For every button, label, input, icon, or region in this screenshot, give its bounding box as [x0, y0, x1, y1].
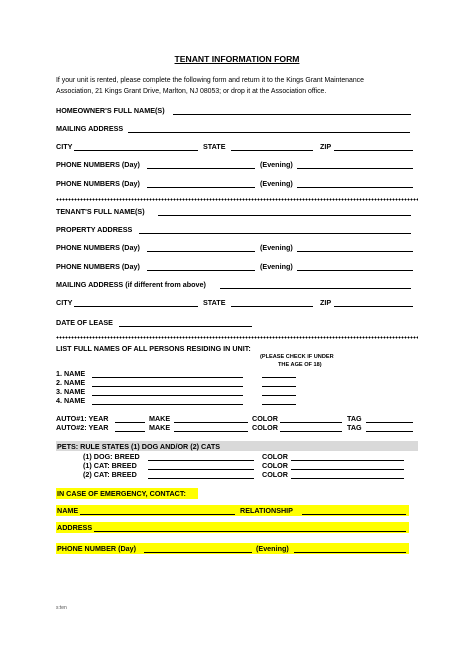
tenant-phone2-label: PHONE NUMBERS (Day) — [56, 262, 140, 271]
auto1-tag-field[interactable] — [366, 422, 413, 423]
resident-2-name-field[interactable] — [92, 386, 243, 387]
tenant-phone1-day-field[interactable] — [147, 251, 255, 252]
cat2-color-field[interactable] — [291, 478, 404, 479]
property-address-label: PROPERTY ADDRESS — [56, 225, 133, 234]
cat1-color-label: COLOR — [262, 461, 288, 470]
resident-3-name-field[interactable] — [92, 395, 243, 396]
homeowner-name-field[interactable] — [173, 114, 411, 115]
auto1-make-label: MAKE — [149, 414, 171, 423]
tenant-phone1-evening-label: (Evening) — [260, 243, 293, 252]
auto2-tag-field[interactable] — [366, 431, 413, 432]
cat2-color-label: COLOR — [262, 470, 288, 479]
resident-1-name-field[interactable] — [92, 377, 243, 378]
auto2-make-field[interactable] — [174, 431, 248, 432]
lease-date-label: DATE OF LEASE — [56, 318, 113, 327]
emergency-relationship-label: RELATIONSHIP — [240, 506, 293, 515]
homeowner-phone2-evening-label: (Evening) — [260, 179, 293, 188]
emergency-phone-evening-label: (Evening) — [256, 544, 289, 553]
resident-3-under18-check[interactable] — [262, 395, 296, 396]
homeowner-name-label: HOMEOWNER'S FULL NAME(S) — [56, 106, 165, 115]
auto1-color-label: COLOR — [252, 414, 278, 423]
homeowner-phone2-label: PHONE NUMBERS (Day) — [56, 179, 140, 188]
emergency-name-field[interactable] — [80, 514, 235, 515]
dog-color-label: COLOR — [262, 452, 288, 461]
form-title: TENANT INFORMATION FORM — [174, 54, 300, 64]
cat2-breed-label: (2) CAT: BREED — [83, 470, 137, 479]
tenant-phone2-evening-field[interactable] — [297, 270, 413, 271]
homeowner-city-label: CITY — [56, 142, 73, 151]
intro-line-2: Association, 21 Kings Grant Drive, Marlton, NJ 08053; or drop it at the Association office. — [56, 87, 327, 95]
emergency-heading: IN CASE OF EMERGENCY, CONTACT: — [57, 489, 186, 498]
resident-4-name-field[interactable] — [92, 404, 243, 405]
auto2-tag-label: TAG — [347, 423, 362, 432]
tenant-phone2-day-field[interactable] — [147, 270, 255, 271]
tenant-name-field[interactable] — [158, 215, 411, 216]
footer-code: s:ten — [56, 605, 67, 611]
tenant-city-label: CITY — [56, 298, 73, 307]
homeowner-state-label: STATE — [203, 142, 226, 151]
tenant-city-field[interactable] — [74, 306, 198, 307]
auto1-year-label: AUTO#1: YEAR — [56, 414, 109, 423]
tenant-mailing-field[interactable] — [220, 288, 411, 289]
emergency-phone-evening-field[interactable] — [294, 552, 406, 553]
homeowner-phone2-day-field[interactable] — [147, 187, 255, 188]
resident-4-under18-check[interactable] — [262, 404, 296, 405]
auto2-year-field[interactable] — [115, 431, 145, 432]
resident-2-label: 2. NAME — [56, 378, 86, 387]
emergency-relationship-field[interactable] — [302, 514, 406, 515]
resident-1-under18-check[interactable] — [262, 377, 296, 378]
cat1-breed-field[interactable] — [148, 469, 254, 470]
homeowner-city-field[interactable] — [74, 150, 198, 151]
homeowner-zip-label: ZIP — [320, 142, 332, 151]
tenant-name-label: TENANT'S FULL NAME(S) — [56, 207, 145, 216]
emergency-address-field[interactable] — [94, 531, 406, 532]
tenant-mailing-label: MAILING ADDRESS (if different from above) — [56, 280, 206, 289]
emergency-name-label: NAME — [57, 506, 79, 515]
auto1-tag-label: TAG — [347, 414, 362, 423]
section-divider — [56, 198, 418, 201]
cat2-breed-field[interactable] — [148, 478, 254, 479]
intro-text — [56, 76, 364, 97]
tenant-phone1-label: PHONE NUMBERS (Day) — [56, 243, 140, 252]
homeowner-zip-field[interactable] — [334, 150, 413, 151]
under-18-note-1: (PLEASE CHECK IF UNDER — [260, 354, 334, 360]
auto2-year-label: AUTO#2: YEAR — [56, 423, 109, 432]
tenant-phone1-evening-field[interactable] — [297, 251, 413, 252]
homeowner-state-field[interactable] — [231, 150, 313, 151]
cat1-breed-label: (1) CAT: BREED — [83, 461, 137, 470]
tenant-zip-label: ZIP — [320, 298, 332, 307]
under-18-note-2: THE AGE OF 18) — [278, 362, 322, 368]
property-address-field[interactable] — [139, 233, 411, 234]
resident-2-under18-check[interactable] — [262, 386, 296, 387]
homeowner-phone1-label: PHONE NUMBERS (Day) — [56, 160, 140, 169]
resident-1-label: 1. NAME — [56, 369, 86, 378]
residents-heading: LIST FULL NAMES OF ALL PERSONS RESIDING IN UNIT: — [56, 344, 251, 353]
resident-3-label: 3. NAME — [56, 387, 86, 396]
tenant-phone2-evening-label: (Evening) — [260, 262, 293, 271]
dog-color-field[interactable] — [291, 460, 404, 461]
emergency-phone-label: PHONE NUMBER (Day) — [57, 544, 137, 553]
homeowner-phone2-evening-field[interactable] — [297, 187, 413, 188]
pets-heading: PETS: RULE STATES (1) DOG AND/OR (2) CATS — [57, 442, 221, 451]
dog-breed-field[interactable] — [148, 460, 254, 461]
auto2-color-label: COLOR — [252, 423, 278, 432]
lease-date-field[interactable] — [119, 326, 252, 327]
auto1-year-field[interactable] — [115, 422, 145, 423]
emergency-phone-day-field[interactable] — [144, 552, 252, 553]
homeowner-phone1-evening-field[interactable] — [297, 168, 413, 169]
section-divider — [56, 336, 418, 339]
tenant-zip-field[interactable] — [334, 306, 413, 307]
resident-4-label: 4. NAME — [56, 396, 86, 405]
homeowner-phone1-day-field[interactable] — [147, 168, 255, 169]
tenant-state-field[interactable] — [231, 306, 313, 307]
auto2-make-label: MAKE — [149, 423, 171, 432]
homeowner-mailing-field[interactable] — [128, 132, 410, 133]
auto2-color-field[interactable] — [280, 431, 342, 432]
homeowner-mailing-label: MAILING ADDRESS — [56, 124, 124, 133]
auto1-color-field[interactable] — [280, 422, 342, 423]
intro-line-1: If your unit is rented, please complete the following form and return it to the Kings Grant Maintenance — [56, 77, 364, 84]
homeowner-phone1-evening-label: (Evening) — [260, 160, 293, 169]
cat1-color-field[interactable] — [291, 469, 404, 470]
dog-breed-label: (1) DOG: BREED — [83, 452, 140, 461]
auto1-make-field[interactable] — [174, 422, 248, 423]
emergency-address-label: ADDRESS — [57, 523, 93, 532]
tenant-state-label: STATE — [203, 298, 226, 307]
